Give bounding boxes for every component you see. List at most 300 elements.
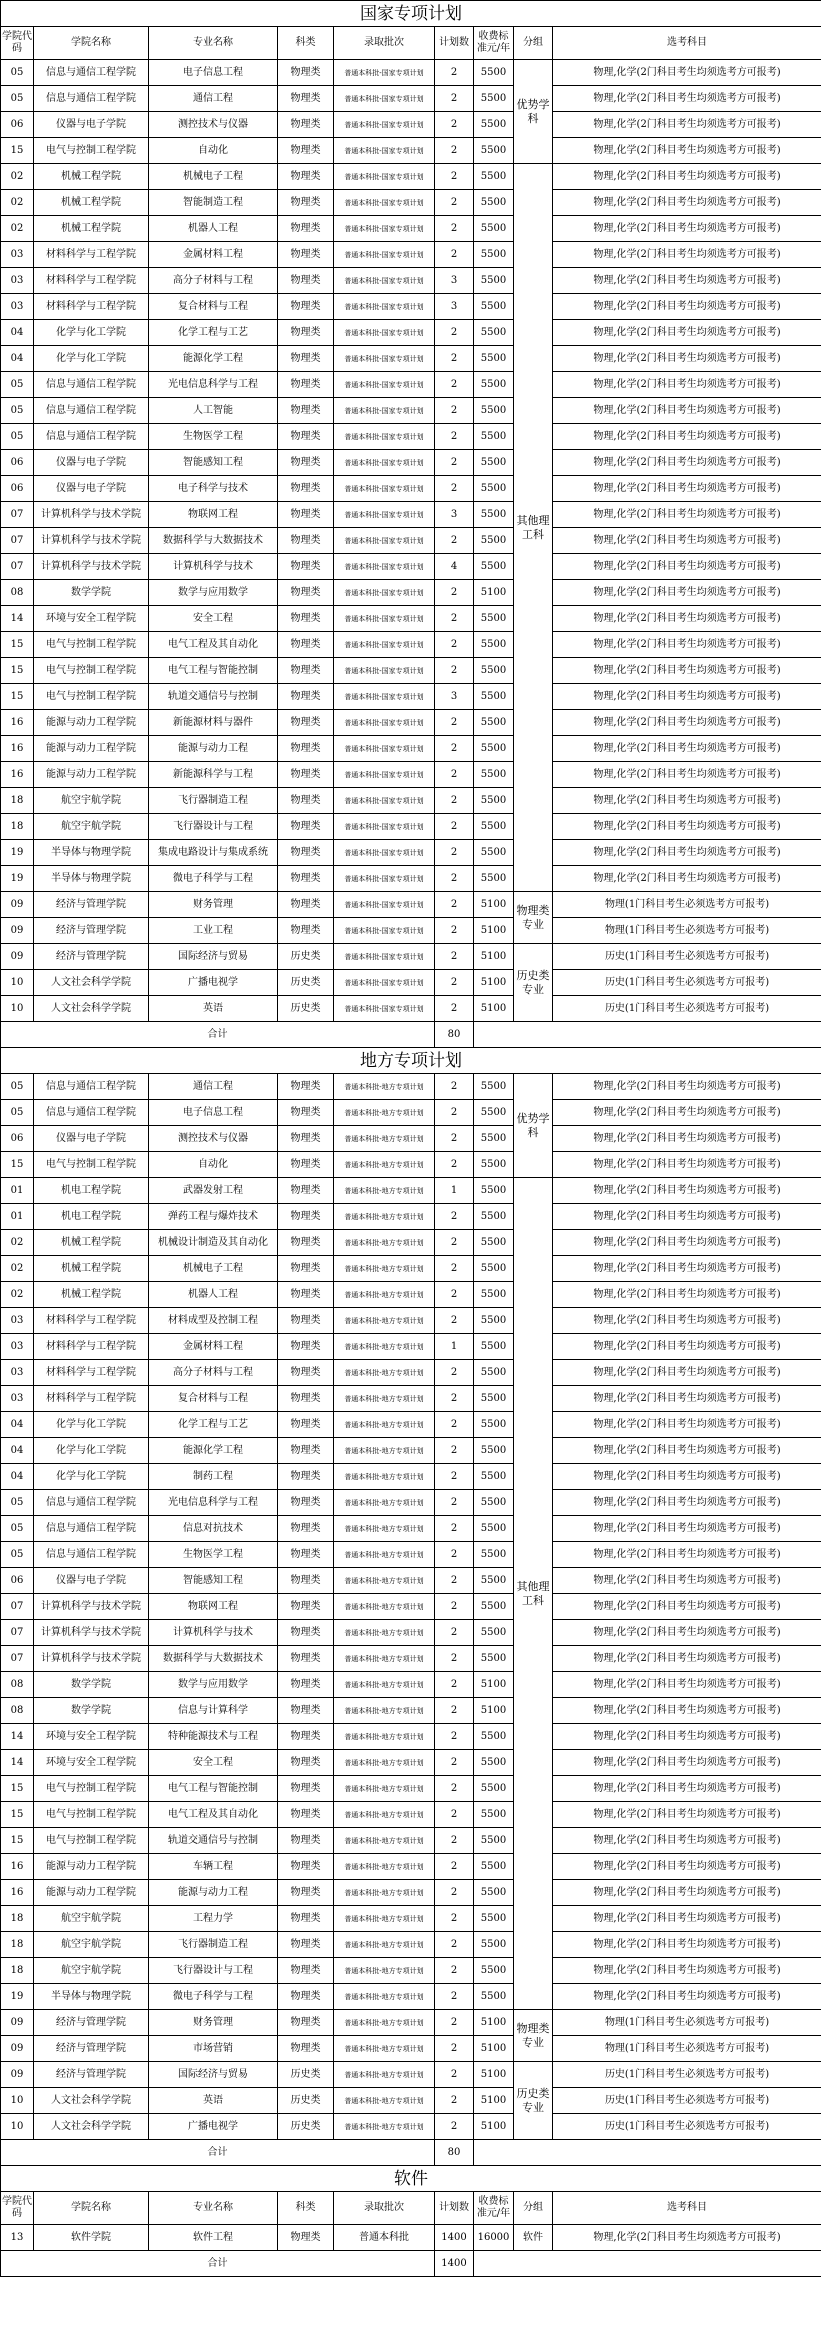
major-name: 机械电子工程 (149, 164, 278, 190)
elective-subjects: 物理,化学(2门科目考生均须选考方可报考) (553, 86, 821, 112)
table-row (1, 1490, 821, 1516)
college-code: 02 (1, 164, 34, 190)
major-name: 物联网工程 (149, 1594, 278, 1620)
category: 物理类 (278, 502, 334, 528)
tuition-fee: 5500 (474, 164, 514, 190)
table-row (1, 1932, 821, 1958)
category: 历史类 (278, 970, 334, 996)
category: 物理类 (278, 86, 334, 112)
table-row (1, 268, 821, 294)
tuition-fee: 5500 (474, 424, 514, 450)
college-code: 10 (1, 996, 34, 1022)
admission-batch: 普通本科批-国家专项计划 (334, 710, 435, 736)
college-code: 03 (1, 1308, 34, 1334)
elective-subjects: 历史(1门科目考生必须选考方可报考) (553, 2088, 821, 2114)
college-code: 19 (1, 1984, 34, 2010)
college-code: 18 (1, 788, 34, 814)
tuition-fee: 5500 (474, 1854, 514, 1880)
total-label: 合计 (1, 2251, 435, 2277)
table-row (1, 1594, 821, 1620)
header-group: 分组 (514, 2192, 553, 2225)
college-code: 07 (1, 1620, 34, 1646)
college-name: 经济与管理学院 (34, 892, 149, 918)
major-name: 金属材料工程 (149, 242, 278, 268)
tuition-fee: 5500 (474, 1464, 514, 1490)
header-category: 科类 (278, 27, 334, 60)
category: 物理类 (278, 632, 334, 658)
admission-batch: 普通本科批-地方专项计划 (334, 2088, 435, 2114)
category: 物理类 (278, 164, 334, 190)
table-row (1, 1984, 821, 2010)
major-name: 财务管理 (149, 892, 278, 918)
elective-subjects: 物理,化学(2门科目考生均须选考方可报考) (553, 1412, 821, 1438)
plan-count: 2 (435, 736, 474, 762)
table-row (1, 1178, 821, 1204)
college-name: 机械工程学院 (34, 216, 149, 242)
admission-batch: 普通本科批-地方专项计划 (334, 1776, 435, 1802)
elective-subjects: 物理,化学(2门科目考生均须选考方可报考) (553, 1204, 821, 1230)
admission-batch: 普通本科批-国家专项计划 (334, 372, 435, 398)
category: 物理类 (278, 346, 334, 372)
college-name: 能源与动力工程学院 (34, 1854, 149, 1880)
admission-batch: 普通本科批-地方专项计划 (334, 1724, 435, 1750)
category: 物理类 (278, 1828, 334, 1854)
table-row (1, 1256, 821, 1282)
category: 物理类 (278, 814, 334, 840)
college-name: 经济与管理学院 (34, 2010, 149, 2036)
major-name: 能源与动力工程 (149, 1880, 278, 1906)
header-code: 学院代码 (1, 27, 34, 60)
college-code: 14 (1, 606, 34, 632)
major-name: 财务管理 (149, 2010, 278, 2036)
major-name: 计算机科学与技术 (149, 554, 278, 580)
plan-count: 2 (435, 814, 474, 840)
plan-count: 2 (435, 528, 474, 554)
college-code: 03 (1, 1334, 34, 1360)
header-fee: 收费标准元/年 (474, 27, 514, 60)
college-name: 信息与通信工程学院 (34, 1074, 149, 1100)
elective-subjects: 物理,化学(2门科目考生均须选考方可报考) (553, 1178, 821, 1204)
college-name: 信息与通信工程学院 (34, 60, 149, 86)
elective-subjects: 物理,化学(2门科目考生均须选考方可报考) (553, 1438, 821, 1464)
tuition-fee: 5500 (474, 1152, 514, 1178)
total-label: 合计 (1, 1022, 435, 1048)
plan-count: 2 (435, 190, 474, 216)
category: 物理类 (278, 216, 334, 242)
category: 物理类 (278, 1750, 334, 1776)
plan-count: 2 (435, 346, 474, 372)
table-row (1, 2114, 821, 2140)
admission-batch: 普通本科批-地方专项计划 (334, 1464, 435, 1490)
group-phys_major: 物理类专业 (514, 2010, 553, 2062)
tuition-fee: 5100 (474, 580, 514, 606)
header-fee: 收费标准元/年 (474, 2192, 514, 2225)
tuition-fee: 5500 (474, 788, 514, 814)
category: 历史类 (278, 944, 334, 970)
plan-count: 2 (435, 2114, 474, 2140)
tuition-fee: 5100 (474, 2088, 514, 2114)
category: 物理类 (278, 190, 334, 216)
plan-count: 2 (435, 996, 474, 1022)
tuition-fee: 5500 (474, 1282, 514, 1308)
major-name: 通信工程 (149, 86, 278, 112)
tuition-fee: 5500 (474, 684, 514, 710)
major-name: 智能感知工程 (149, 450, 278, 476)
header-category: 科类 (278, 2192, 334, 2225)
admission-batch: 普通本科批-地方专项计划 (334, 1204, 435, 1230)
table-row (1, 1282, 821, 1308)
college-code: 16 (1, 1880, 34, 1906)
college-name: 电气与控制工程学院 (34, 1802, 149, 1828)
tuition-fee: 5500 (474, 138, 514, 164)
admission-batch: 普通本科批-地方专项计划 (334, 1646, 435, 1672)
college-name: 计算机科学与技术学院 (34, 502, 149, 528)
category: 物理类 (278, 1932, 334, 1958)
plan-count: 2 (435, 242, 474, 268)
elective-subjects: 物理,化学(2门科目考生均须选考方可报考) (553, 1126, 821, 1152)
college-code: 05 (1, 1542, 34, 1568)
tuition-fee: 5500 (474, 1256, 514, 1282)
plan-count: 2 (435, 424, 474, 450)
college-name: 材料科学与工程学院 (34, 268, 149, 294)
college-code: 06 (1, 112, 34, 138)
elective-subjects: 物理,化学(2门科目考生均须选考方可报考) (553, 762, 821, 788)
admission-batch: 普通本科批-地方专项计划 (334, 1802, 435, 1828)
category: 物理类 (278, 788, 334, 814)
elective-subjects: 物理,化学(2门科目考生均须选考方可报考) (553, 1464, 821, 1490)
local-title: 地方专项计划 (1, 1048, 821, 1074)
college-code: 15 (1, 1802, 34, 1828)
category: 物理类 (278, 1282, 334, 1308)
elective-subjects: 物理,化学(2门科目考生均须选考方可报考) (553, 60, 821, 86)
tuition-fee: 5500 (474, 502, 514, 528)
table-row (1, 346, 821, 372)
table-row (1, 658, 821, 684)
elective-subjects: 物理,化学(2门科目考生均须选考方可报考) (553, 632, 821, 658)
elective-subjects: 物理,化学(2门科目考生均须选考方可报考) (553, 1802, 821, 1828)
college-name: 计算机科学与技术学院 (34, 528, 149, 554)
table-row (1, 1334, 821, 1360)
header-major: 专业名称 (149, 2192, 278, 2225)
software-title: 软件 (1, 2166, 821, 2192)
elective-subjects: 物理,化学(2门科目考生均须选考方可报考) (553, 866, 821, 892)
admission-batch: 普通本科批-国家专项计划 (334, 112, 435, 138)
category: 物理类 (278, 1438, 334, 1464)
table-row (1, 1724, 821, 1750)
header-group: 分组 (514, 27, 553, 60)
category: 物理类 (278, 892, 334, 918)
plan-count: 2 (435, 1542, 474, 1568)
elective-subjects: 物理(1门科目考生必须选考方可报考) (553, 2036, 821, 2062)
admission-batch: 普通本科批-国家专项计划 (334, 294, 435, 320)
college-name: 仪器与电子学院 (34, 112, 149, 138)
college-name: 数学学院 (34, 1672, 149, 1698)
table-row (1, 1542, 821, 1568)
elective-subjects: 物理,化学(2门科目考生均须选考方可报考) (553, 1386, 821, 1412)
tuition-fee: 5500 (474, 112, 514, 138)
plan-count: 2 (435, 1698, 474, 1724)
college-code: 04 (1, 1464, 34, 1490)
plan-count: 2 (435, 762, 474, 788)
admission-batch: 普通本科批-地方专项计划 (334, 2062, 435, 2088)
elective-subjects: 物理,化学(2门科目考生均须选考方可报考) (553, 268, 821, 294)
category: 物理类 (278, 1178, 334, 1204)
plan-count: 2 (435, 1516, 474, 1542)
major-name: 信息对抗技术 (149, 1516, 278, 1542)
elective-subjects: 物理,化学(2门科目考生均须选考方可报考) (553, 1152, 821, 1178)
college-code: 19 (1, 866, 34, 892)
total-label: 合计 (1, 2140, 435, 2166)
admission-batch: 普通本科批-地方专项计划 (334, 1568, 435, 1594)
header-subjects: 选考科目 (553, 2192, 821, 2225)
major-name: 人工智能 (149, 398, 278, 424)
admission-batch: 普通本科批-地方专项计划 (334, 1308, 435, 1334)
table-row (1, 1802, 821, 1828)
elective-subjects: 历史(1门科目考生必须选考方可报考) (553, 2062, 821, 2088)
elective-subjects: 物理,化学(2门科目考生均须选考方可报考) (553, 1776, 821, 1802)
college-name: 数学学院 (34, 1698, 149, 1724)
plan-count: 1400 (435, 2225, 474, 2251)
plan-count: 2 (435, 1958, 474, 1984)
college-name: 仪器与电子学院 (34, 1126, 149, 1152)
elective-subjects: 物理,化学(2门科目考生均须选考方可报考) (553, 242, 821, 268)
plan-count: 2 (435, 1204, 474, 1230)
college-code: 16 (1, 1854, 34, 1880)
admission-batch: 普通本科批-地方专项计划 (334, 1516, 435, 1542)
college-name: 仪器与电子学院 (34, 450, 149, 476)
elective-subjects: 物理,化学(2门科目考生均须选考方可报考) (553, 190, 821, 216)
elective-subjects: 物理,化学(2门科目考生均须选考方可报考) (553, 1100, 821, 1126)
total-count: 80 (435, 1022, 474, 1048)
major-name: 电气工程及其自动化 (149, 1802, 278, 1828)
college-name: 计算机科学与技术学院 (34, 1620, 149, 1646)
plan-count: 2 (435, 970, 474, 996)
major-name: 车辆工程 (149, 1854, 278, 1880)
plan-count: 2 (435, 372, 474, 398)
tuition-fee: 5100 (474, 2010, 514, 2036)
table-row (1, 112, 821, 138)
elective-subjects: 物理,化学(2门科目考生均须选考方可报考) (553, 1672, 821, 1698)
college-code: 01 (1, 1178, 34, 1204)
admission-batch: 普通本科批-国家专项计划 (334, 476, 435, 502)
college-code: 06 (1, 476, 34, 502)
college-name: 半导体与物理学院 (34, 840, 149, 866)
college-code: 07 (1, 554, 34, 580)
plan-count: 2 (435, 1074, 474, 1100)
plan-count: 4 (435, 554, 474, 580)
plan-count: 1 (435, 1334, 474, 1360)
college-name: 信息与通信工程学院 (34, 1516, 149, 1542)
elective-subjects: 物理,化学(2门科目考生均须选考方可报考) (553, 372, 821, 398)
total-blank (474, 2140, 821, 2166)
admission-batch: 普通本科批-国家专项计划 (334, 424, 435, 450)
tuition-fee: 5500 (474, 60, 514, 86)
college-name: 航空宇航学院 (34, 788, 149, 814)
major-name: 工业工程 (149, 918, 278, 944)
tuition-fee: 5500 (474, 1100, 514, 1126)
college-name: 经济与管理学院 (34, 2062, 149, 2088)
college-code: 15 (1, 138, 34, 164)
admission-batch: 普通本科批-国家专项计划 (334, 658, 435, 684)
college-code: 18 (1, 1958, 34, 1984)
plan-count: 2 (435, 2036, 474, 2062)
elective-subjects: 物理,化学(2门科目考生均须选考方可报考) (553, 788, 821, 814)
college-code: 16 (1, 710, 34, 736)
college-code: 18 (1, 1932, 34, 1958)
category: 物理类 (278, 1698, 334, 1724)
plan-count: 2 (435, 2088, 474, 2114)
major-name: 飞行器制造工程 (149, 788, 278, 814)
college-name: 机电工程学院 (34, 1178, 149, 1204)
plan-count: 2 (435, 112, 474, 138)
plan-count: 2 (435, 1854, 474, 1880)
admission-batch: 普通本科批-地方专项计划 (334, 1828, 435, 1854)
plan-count: 2 (435, 1594, 474, 1620)
elective-subjects: 物理,化学(2门科目考生均须选考方可报考) (553, 1490, 821, 1516)
tuition-fee: 5100 (474, 996, 514, 1022)
elective-subjects: 物理,化学(2门科目考生均须选考方可报考) (553, 1620, 821, 1646)
category: 物理类 (278, 424, 334, 450)
elective-subjects: 物理,化学(2门科目考生均须选考方可报考) (553, 1828, 821, 1854)
admission-batch: 普通本科批-国家专项计划 (334, 918, 435, 944)
elective-subjects: 历史(1门科目考生必须选考方可报考) (553, 2114, 821, 2140)
tuition-fee: 5500 (474, 268, 514, 294)
tuition-fee: 5500 (474, 1984, 514, 2010)
plan-count: 2 (435, 1438, 474, 1464)
elective-subjects: 物理,化学(2门科目考生均须选考方可报考) (553, 1230, 821, 1256)
plan-count: 2 (435, 1776, 474, 1802)
major-name: 电子科学与技术 (149, 476, 278, 502)
major-name: 电子信息工程 (149, 60, 278, 86)
group-hist_major: 历史类专业 (514, 944, 553, 1022)
tuition-fee: 5500 (474, 736, 514, 762)
admission-batch: 普通本科批-地方专项计划 (334, 1880, 435, 1906)
elective-subjects: 物理,化学(2门科目考生均须选考方可报考) (553, 502, 821, 528)
category: 物理类 (278, 1958, 334, 1984)
admission-batch: 普通本科批-国家专项计划 (334, 268, 435, 294)
table-row (1, 1880, 821, 1906)
plan-count: 2 (435, 1984, 474, 2010)
table-row (1, 710, 821, 736)
college-name: 材料科学与工程学院 (34, 1386, 149, 1412)
major-name: 英语 (149, 2088, 278, 2114)
table-row (1, 528, 821, 554)
plan-count: 2 (435, 1646, 474, 1672)
college-name: 化学与化工学院 (34, 1412, 149, 1438)
category: 物理类 (278, 1490, 334, 1516)
plan-count: 2 (435, 1672, 474, 1698)
plan-count: 2 (435, 918, 474, 944)
college-code: 02 (1, 216, 34, 242)
tuition-fee: 5100 (474, 1698, 514, 1724)
elective-subjects: 物理,化学(2门科目考生均须选考方可报考) (553, 450, 821, 476)
elective-subjects: 物理,化学(2门科目考生均须选考方可报考) (553, 216, 821, 242)
tuition-fee: 5500 (474, 190, 514, 216)
total-count: 1400 (435, 2251, 474, 2277)
admission-batch: 普通本科批-国家专项计划 (334, 944, 435, 970)
table-row (1, 736, 821, 762)
category: 物理类 (278, 1724, 334, 1750)
table-row (1, 86, 821, 112)
category: 物理类 (278, 606, 334, 632)
tuition-fee: 5500 (474, 1230, 514, 1256)
elective-subjects: 历史(1门科目考生必须选考方可报考) (553, 996, 821, 1022)
tuition-fee: 5500 (474, 86, 514, 112)
tuition-fee: 5500 (474, 866, 514, 892)
table-row (1, 164, 821, 190)
admission-batch: 普通本科批-地方专项计划 (334, 1412, 435, 1438)
table-row (1, 1204, 821, 1230)
tuition-fee: 5500 (474, 1386, 514, 1412)
category: 物理类 (278, 1100, 334, 1126)
admission-batch: 普通本科批-国家专项计划 (334, 632, 435, 658)
plan-count: 2 (435, 632, 474, 658)
table-row (1, 190, 821, 216)
total-blank (474, 2251, 821, 2277)
college-name: 人文社会科学学院 (34, 2114, 149, 2140)
admission-batch: 普通本科批-国家专项计划 (334, 788, 435, 814)
plan-count: 2 (435, 1152, 474, 1178)
category: 物理类 (278, 1620, 334, 1646)
table-row (1, 450, 821, 476)
tuition-fee: 5100 (474, 2062, 514, 2088)
major-name: 信息与计算科学 (149, 1698, 278, 1724)
elective-subjects: 物理,化学(2门科目考生均须选考方可报考) (553, 1360, 821, 1386)
elective-subjects: 物理,化学(2门科目考生均须选考方可报考) (553, 840, 821, 866)
header-subjects: 选考科目 (553, 27, 821, 60)
plan-count: 2 (435, 1386, 474, 1412)
plan-count: 2 (435, 1880, 474, 1906)
category: 物理类 (278, 1256, 334, 1282)
plan-count: 2 (435, 1230, 474, 1256)
admission-batch: 普通本科批-国家专项计划 (334, 892, 435, 918)
college-code: 07 (1, 1594, 34, 1620)
tuition-fee: 5500 (474, 1776, 514, 1802)
table-row (1, 1464, 821, 1490)
table-row (1, 502, 821, 528)
header-plan: 计划数 (435, 2192, 474, 2225)
local-title-row (1, 1048, 821, 1074)
elective-subjects: 物理,化学(2门科目考生均须选考方可报考) (553, 528, 821, 554)
college-name: 信息与通信工程学院 (34, 86, 149, 112)
tuition-fee: 5500 (474, 450, 514, 476)
national-header-row (1, 27, 821, 60)
admission-batch: 普通本科批-地方专项计划 (334, 1100, 435, 1126)
category: 物理类 (278, 580, 334, 606)
major-name: 数据科学与大数据技术 (149, 528, 278, 554)
major-name: 飞行器设计与工程 (149, 1958, 278, 1984)
table-row (1, 242, 821, 268)
major-name: 机械电子工程 (149, 1256, 278, 1282)
category: 物理类 (278, 138, 334, 164)
category: 物理类 (278, 1204, 334, 1230)
plan-count: 3 (435, 684, 474, 710)
group-other: 其他理工科 (514, 164, 553, 892)
table-row (1, 476, 821, 502)
tuition-fee: 5500 (474, 710, 514, 736)
table-row (1, 1828, 821, 1854)
college-name: 材料科学与工程学院 (34, 1360, 149, 1386)
major-name: 智能制造工程 (149, 190, 278, 216)
tuition-fee: 5500 (474, 398, 514, 424)
plan-count: 2 (435, 476, 474, 502)
admission-batch: 普通本科批-国家专项计划 (334, 216, 435, 242)
category: 物理类 (278, 1906, 334, 1932)
major-name: 国际经济与贸易 (149, 2062, 278, 2088)
category: 物理类 (278, 1308, 334, 1334)
college-name: 经济与管理学院 (34, 2036, 149, 2062)
table-row (1, 2036, 821, 2062)
